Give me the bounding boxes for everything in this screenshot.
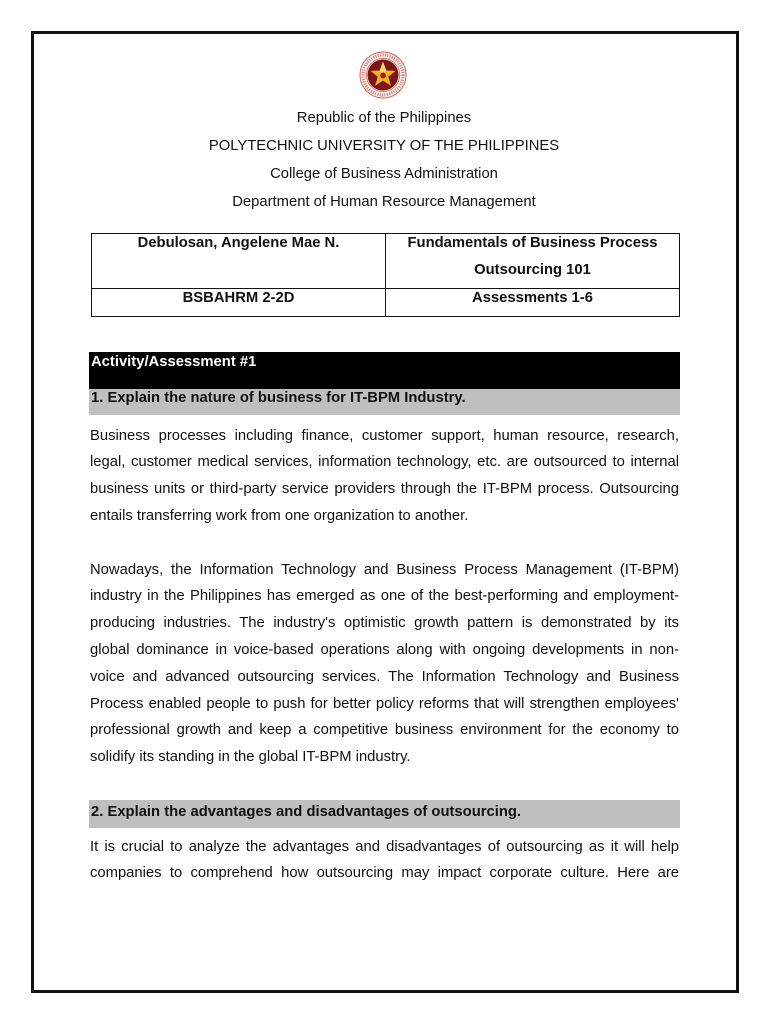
question-1-heading: 1. Explain the nature of business for IT-BPM Industry. — [89, 389, 680, 415]
coverage-cell: Assessments 1-6 — [472, 290, 593, 306]
student-info-table — [91, 233, 680, 317]
answer-paragraph — [90, 557, 679, 771]
course-title: Fundamentals of Business Process Outsourcing 101 — [407, 234, 658, 278]
paragraph-line: Business processes including finance, customer support, human resource, research, — [90, 427, 679, 444]
student-name-cell: Debulosan, Angelene Mae N. — [137, 235, 340, 251]
university-seal-icon — [359, 51, 407, 99]
department-name: Department of Human Resource Management — [232, 194, 536, 210]
answer-paragraph — [90, 423, 679, 530]
question-2-heading: 2. Explain the advantages and disadvantages of outsourcing. — [89, 800, 680, 828]
paragraph-line: Process enabled people to push for better policy reforms that will strengthen employees' — [90, 695, 679, 712]
section-cell: BSBAHRM 2-2D — [182, 290, 295, 306]
paragraph-line: entails transferring work from one organization to another. — [90, 507, 469, 524]
paragraph-line: professional growth and keep a competitive business environment for the economy to — [90, 722, 679, 739]
paragraph-line: It is crucial to analyze the advantages and disadvantages of outsourcing as it will help — [90, 838, 679, 855]
university-name: POLYTECHNIC UNIVERSITY OF THE PHILIPPINES — [208, 138, 560, 154]
paragraph-line: business units or third-party service providers through the IT-BPM process. Outsourcing — [90, 481, 679, 498]
paragraph-line: producing industries. The industry's optimistic growth pattern is demonstrated by its — [90, 615, 679, 632]
paragraph-line: Nowadays, the Information Technology and Business Process Management (IT-BPM) — [90, 561, 679, 578]
paragraph-line: industry in the Philippines has emerged as one of the best-performing and employment- — [90, 588, 679, 605]
paragraph-line: companies to comprehend how outsourcing may impact corporate culture. Here are — [90, 865, 679, 882]
answer-paragraph — [90, 834, 679, 888]
paragraph-line: global dominance in voice-based operations along with ongoing developments in non- — [90, 641, 679, 658]
course-title-cell — [386, 234, 679, 288]
activity-heading: Activity/Assessment #1 — [89, 352, 680, 389]
paragraph-line: solidify its standing in the global IT-BPM industry. — [90, 749, 411, 766]
college-name: College of Business Administration — [270, 166, 498, 182]
institution-header — [0, 104, 768, 216]
country-line: Republic of the Philippines — [296, 110, 472, 126]
paragraph-line: voice and advanced outsourcing services. The Information Technology and Business — [90, 668, 679, 685]
paragraph-line: legal, customer medical services, information technology, etc. are outsourced to internal — [90, 454, 679, 471]
